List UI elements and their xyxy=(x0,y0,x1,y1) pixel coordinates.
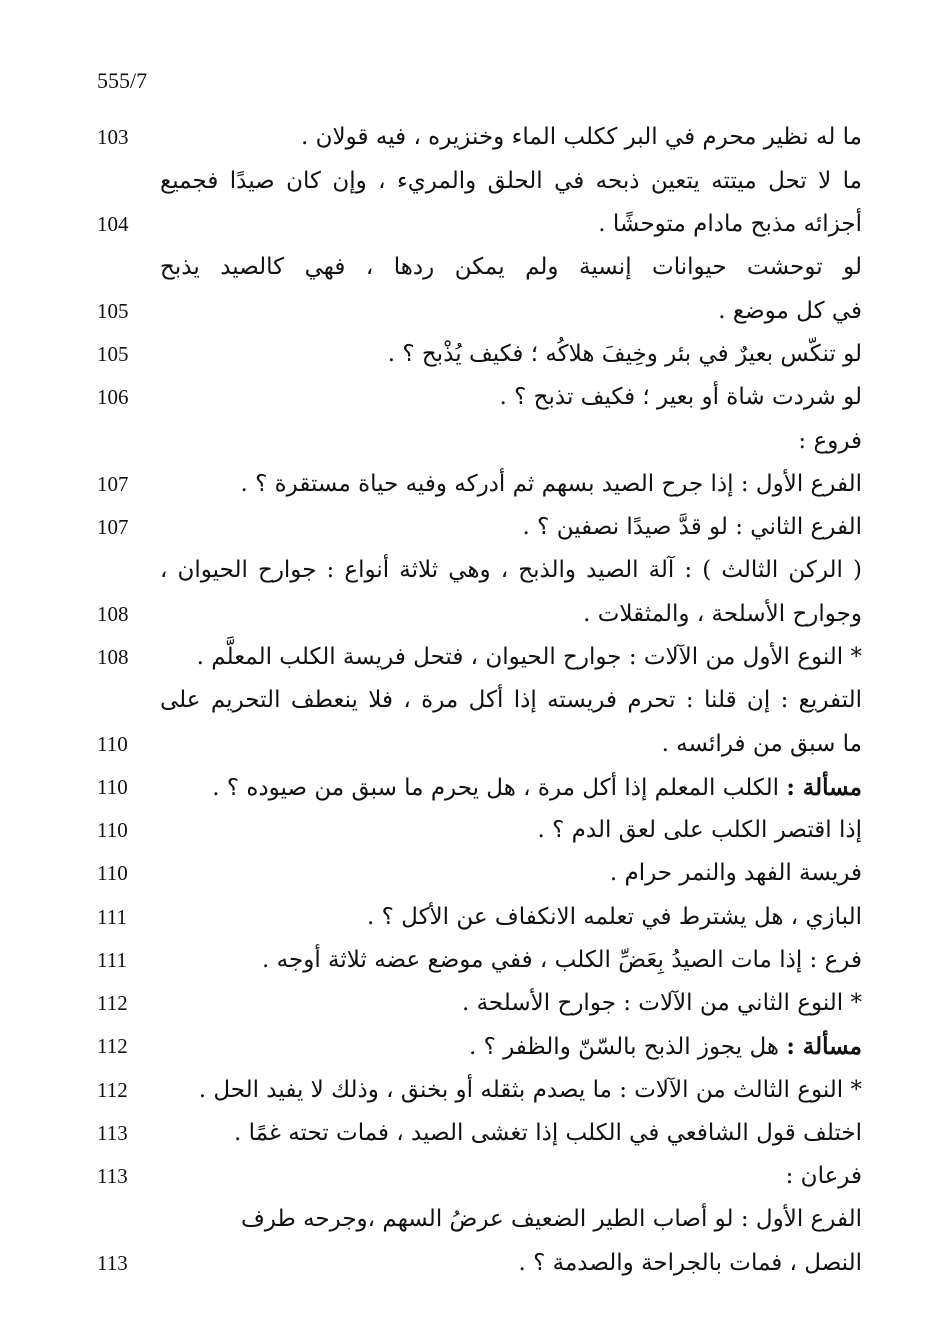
toc-page-number: 104 xyxy=(97,212,129,236)
toc-entry-body: الكلب المعلم إذا أكل مرة ، هل يحرم ما سبق من صيوده ؟ . xyxy=(212,775,779,801)
toc-entry-text: الفرع الأول : لو أصاب الطير الضعيف عرضُ السهم ،وجرحه طرف xyxy=(240,1206,862,1232)
toc-page-number: 111 xyxy=(97,948,127,972)
toc-line xyxy=(0,1025,931,1068)
toc-page-number: 103 xyxy=(97,125,129,149)
toc-entry-text: اختلف قول الشافعي في الكلب إذا تغشى الصيد ، فمات تحته غمًا . xyxy=(233,1120,862,1146)
toc-line xyxy=(0,549,931,592)
toc-page-number: 113 xyxy=(97,1164,128,1188)
toc-entry-text: لو تنكّس بعيرٌ في بئر وخِيفَ هلاكُه ؛ فكيف يُذْبح ؟ . xyxy=(387,341,862,367)
toc-page-number: 112 xyxy=(97,1078,128,1102)
toc-line xyxy=(0,852,931,895)
toc-entry-text: ما له نظير محرم في البر ككلب الماء وخنزيره ، فيه قولان . xyxy=(301,124,862,150)
toc-entry-text: * النوع الثالث من الآلات : ما يصدم بثقله أو بخنق ، وذلك لا يفيد الحل . xyxy=(198,1077,862,1103)
toc-entry-text: وجوارح الأسلحة ، والمثقلات . xyxy=(583,601,862,627)
toc-entry-body: هل يجوز الذبح بالسّنّ والظفر ؟ . xyxy=(468,1034,779,1060)
toc-entry-text: التفريع : إن قلنا : تحرم فريسته إذا أكل مرة ، فلا ينعطف التحريم على xyxy=(160,687,862,713)
toc-line xyxy=(0,160,931,203)
toc-entry-text: لو توحشت حيوانات إنسية ولم يمكن ردها ، فهي كالصيد يذبح xyxy=(160,254,862,280)
toc-line xyxy=(0,376,931,419)
toc-entry-text: في كل موضع . xyxy=(718,298,862,324)
toc-line xyxy=(0,723,931,766)
toc-line xyxy=(0,679,931,722)
toc-line xyxy=(0,982,931,1025)
toc-page-number: 107 xyxy=(97,515,129,539)
toc-entry-text: الفرع الأول : إذا جرح الصيد بسهم ثم أدركه وفيه حياة مستقرة ؟ . xyxy=(240,471,862,497)
toc-page-number: 110 xyxy=(97,818,128,842)
toc-entry-text: لو شردت شاة أو بعير ؛ فكيف تذبح ؟ . xyxy=(499,384,862,410)
toc-entry-text: فرعان : xyxy=(785,1163,862,1189)
toc-page-number: 108 xyxy=(97,602,129,626)
toc-page-number: 112 xyxy=(97,991,128,1015)
toc-entry-text: أجزائه مذبح مادام متوحشًا . xyxy=(598,211,862,237)
toc-entry-bold-label: مسألة : xyxy=(786,774,862,801)
toc-line xyxy=(0,506,931,549)
toc-entry-text: الفرع الثاني : لو قدَّ صيدًا نصفين ؟ . xyxy=(522,514,862,540)
toc-line xyxy=(0,203,931,246)
toc-page-number: 105 xyxy=(97,342,129,366)
toc-line xyxy=(0,896,931,939)
toc-line xyxy=(0,246,931,289)
toc-page-number: 110 xyxy=(97,775,128,799)
toc-line xyxy=(0,809,931,852)
toc-line xyxy=(0,1155,931,1198)
toc-page-number: 111 xyxy=(97,905,127,929)
toc-page-number: 108 xyxy=(97,645,129,669)
toc-entry-text: فروع : xyxy=(798,428,862,454)
toc-line xyxy=(0,1112,931,1155)
toc-page-number: 112 xyxy=(97,1034,128,1058)
toc-entry-text: فرع : إذا مات الصيدُ بِعَضِّ الكلب ، ففي موضع عضه ثلاثة أوجه . xyxy=(262,947,862,973)
toc-entry-text: * النوع الثاني من الآلات : جوارح الأسلحة . xyxy=(461,990,862,1016)
toc-page-number: 113 xyxy=(97,1251,128,1275)
toc-entry-text: ( الركن الثالث ) : آلة الصيد والذبح ، وهي ثلاثة أنواع : جوارح الحيوان ، xyxy=(160,557,862,583)
toc-entry-text: إذا اقتصر الكلب على لعق الدم ؟ . xyxy=(537,817,862,843)
toc-line xyxy=(0,1242,931,1285)
toc-entry-text xyxy=(160,1025,862,1069)
toc-page-number: 113 xyxy=(97,1121,128,1145)
toc-line xyxy=(0,636,931,679)
toc-line xyxy=(0,766,931,809)
toc-line xyxy=(0,939,931,982)
toc-line xyxy=(0,1198,931,1241)
toc-page-number: 107 xyxy=(97,472,129,496)
toc-entry-text: فريسة الفهد والنمر حرام . xyxy=(609,860,862,886)
toc-page-number: 106 xyxy=(97,385,129,409)
toc-line xyxy=(0,333,931,376)
toc-page-number: 110 xyxy=(97,861,128,885)
toc-line xyxy=(0,593,931,636)
toc-line xyxy=(0,420,931,463)
toc-line xyxy=(0,1069,931,1112)
toc-entry-text: ما سبق من فرائسه . xyxy=(661,731,862,757)
toc-line xyxy=(0,290,931,333)
toc-line xyxy=(0,463,931,506)
toc-entry-text: البازي ، هل يشترط في تعلمه الانكفاف عن الأكل ؟ . xyxy=(367,904,862,930)
toc-page-number: 105 xyxy=(97,299,129,323)
toc-entry-text xyxy=(160,766,862,810)
toc-entry-bold-label: مسألة : xyxy=(786,1033,862,1060)
toc-line xyxy=(0,116,931,159)
page-header-volume-page: 555/7 xyxy=(97,68,148,93)
toc-entry-text: ما لا تحل ميتته يتعين ذبحه في الحلق والمريء ، وإن كان صيدًا فجميع xyxy=(160,168,862,194)
toc-entry-text: * النوع الأول من الآلات : جوارح الحيوان ، فتحل فريسة الكلب المعلَّم . xyxy=(196,644,862,670)
toc-entry-text: النصل ، فمات بالجراحة والصدمة ؟ . xyxy=(518,1250,862,1276)
toc-page-number: 110 xyxy=(97,732,128,756)
